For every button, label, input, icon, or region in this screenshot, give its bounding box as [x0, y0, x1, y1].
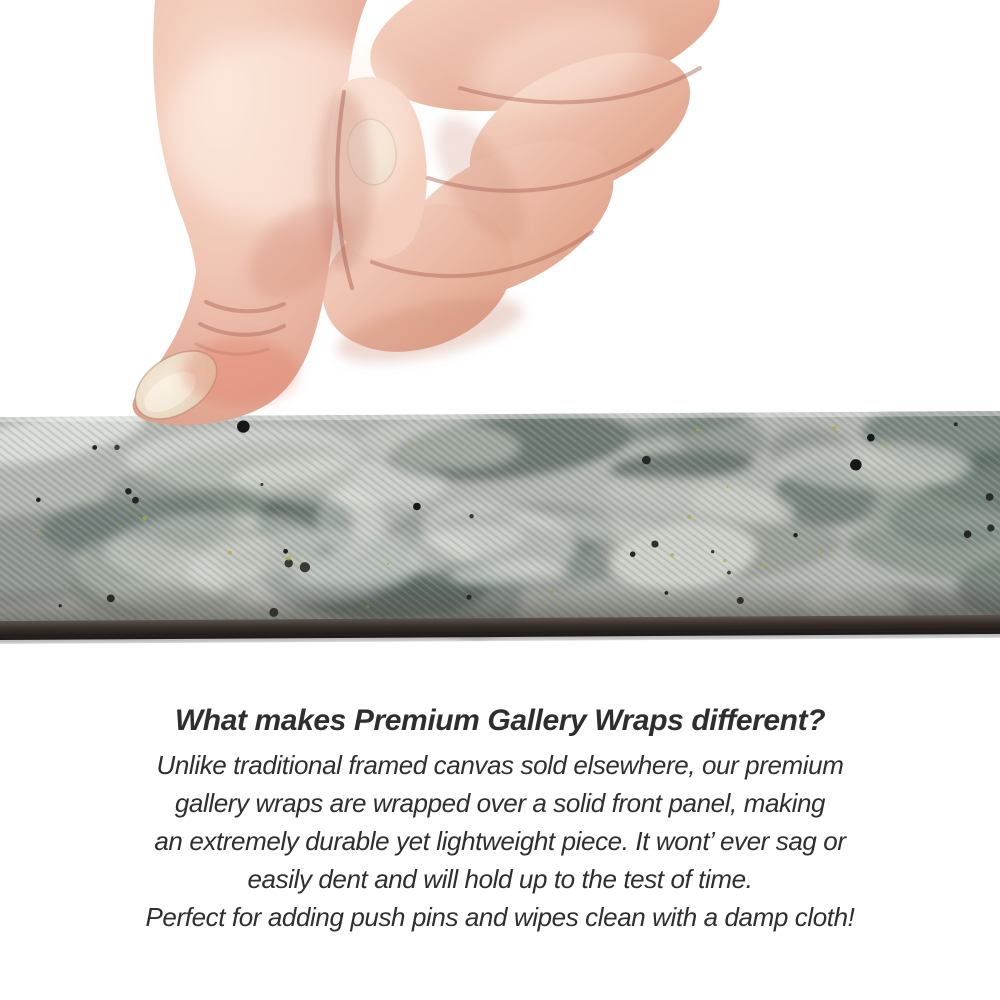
- info-heading: What makes Premium Gallery Wraps different?: [174, 704, 826, 737]
- info-line-4: easily dent and will hold up to the test of time.: [247, 864, 753, 894]
- info-line-2: gallery wraps are wrapped over a solid front panel, making: [174, 788, 826, 818]
- hand-thumb-press-photo: [0, 0, 1000, 470]
- info-text-block: [0, 700, 1000, 936]
- info-line-5: Perfect for adding push pins and wipes clean with a damp cloth!: [145, 902, 855, 932]
- info-line-1: Unlike traditional framed canvas sold elsewhere, our premium: [156, 750, 844, 780]
- info-line-3: an extremely durable yet lightweight piece. It wont’ ever sag or: [154, 826, 846, 856]
